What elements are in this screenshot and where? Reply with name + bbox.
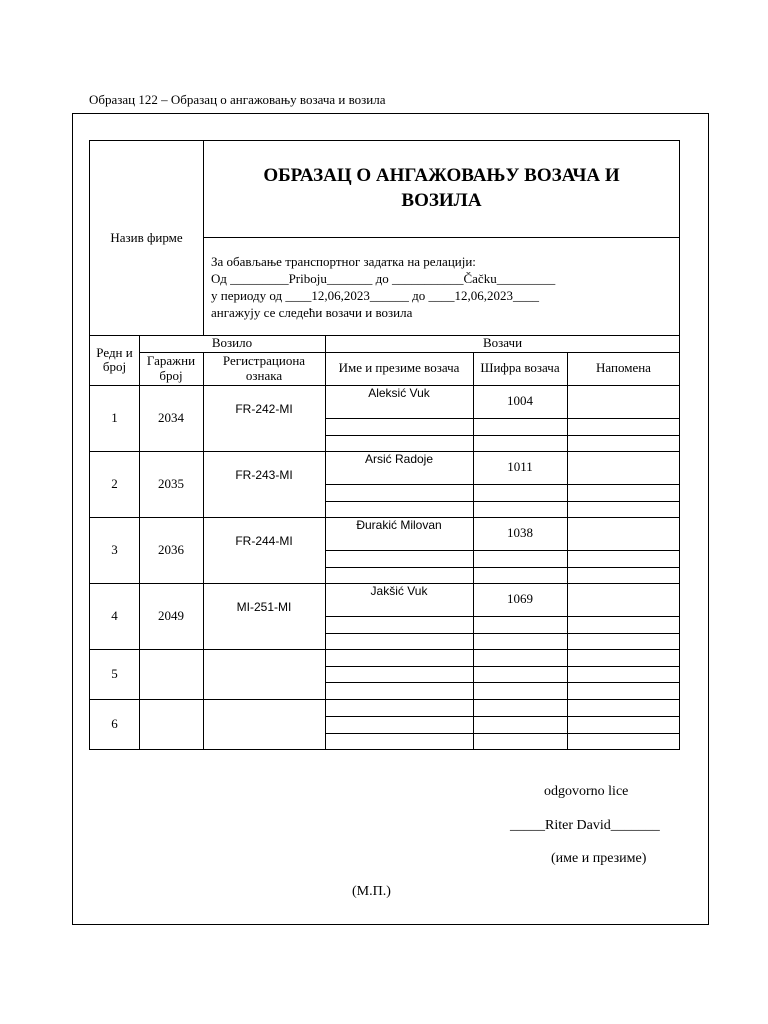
registration-mark: FR-243-MI: [235, 468, 293, 483]
driver-subline: [325, 633, 680, 634]
col-ime: Име и презиме возача: [338, 360, 460, 376]
form-title: [203, 141, 680, 237]
stamp-placeholder: (М.П.): [352, 884, 391, 899]
form-title-line2: ВОЗИЛА: [401, 190, 482, 211]
row-number: 3: [111, 541, 118, 557]
registration-mark: FR-242-MI: [235, 402, 293, 417]
driver-subline: [325, 418, 680, 419]
col-vozilo: Возило: [211, 335, 253, 351]
driver-subline: [325, 550, 680, 551]
driver-name: Arsić Radoje: [364, 452, 434, 467]
driver-code: 1004: [507, 392, 533, 408]
col-rb: Редн и број: [96, 344, 133, 374]
driver-subline: [325, 716, 680, 717]
registration-mark: MI-251-MI: [236, 600, 292, 615]
row-number: 2: [111, 475, 118, 491]
driver-subline: [325, 682, 680, 683]
col-line-5: [567, 352, 568, 750]
col-registraciona: Регистрациона ознака: [222, 353, 306, 383]
responsible-person-name: _____Riter David_______: [510, 818, 660, 833]
row-number: 5: [111, 665, 118, 681]
driver-name: Đurakić Milovan: [356, 518, 442, 533]
driver-code: 1038: [507, 524, 533, 540]
driver-subline: [325, 666, 680, 667]
title-divider: [203, 237, 680, 238]
driver-name: Jakšić Vuk: [370, 584, 428, 599]
driver-name: Aleksić Vuk: [368, 386, 430, 401]
garage-number: 2034: [158, 409, 184, 425]
driver-subline: [325, 435, 680, 436]
garage-number: 2035: [158, 475, 184, 491]
form-caption: Образац 122 – Образац о ангажовању возача и возила: [89, 92, 386, 107]
responsible-person-label: odgovorno lice: [544, 784, 629, 799]
col-napomena: Напомена: [596, 360, 651, 376]
engagement-table: [89, 140, 680, 750]
row-number: 6: [111, 716, 118, 732]
route-line2: Од _________Priboju_______ до ___________Čačku_________: [211, 271, 556, 286]
driver-subline: [325, 733, 680, 734]
col-garazni: Гаражни број: [146, 353, 196, 383]
col-line-4: [473, 352, 474, 750]
route-line1: За обављање транспортног задатка на релацији:: [211, 254, 476, 269]
route-line4: ангажују се следећи возачи и возила: [211, 305, 413, 320]
driver-subline: [325, 484, 680, 485]
driver-subline: [325, 616, 680, 617]
garage-number: 2049: [158, 607, 184, 623]
garage-number: 2036: [158, 541, 184, 557]
driver-code: 1069: [507, 590, 533, 606]
row-separator: [90, 649, 680, 650]
row-separator: [90, 699, 680, 700]
name-hint: (име и презиме): [551, 851, 647, 866]
registration-mark: FR-244-MI: [235, 534, 293, 549]
col-vozaci: Возачи: [482, 335, 523, 351]
route-line3: у периоду од ____12,06,2023______ до ____12,06,2023____: [211, 288, 540, 303]
driver-code: 1011: [507, 458, 533, 474]
row-number: 1: [111, 409, 118, 425]
route-info: [211, 253, 555, 321]
driver-subline: [325, 567, 680, 568]
form-title-line1: ОБРАЗАЦ О АНГАЖОВАЊУ ВОЗАЧА И: [263, 165, 620, 187]
firm-name-label: Назив фирме: [110, 229, 183, 245]
row-number: 4: [111, 607, 118, 623]
col-sifra: Шифра возача: [480, 360, 560, 376]
driver-subline: [325, 501, 680, 502]
